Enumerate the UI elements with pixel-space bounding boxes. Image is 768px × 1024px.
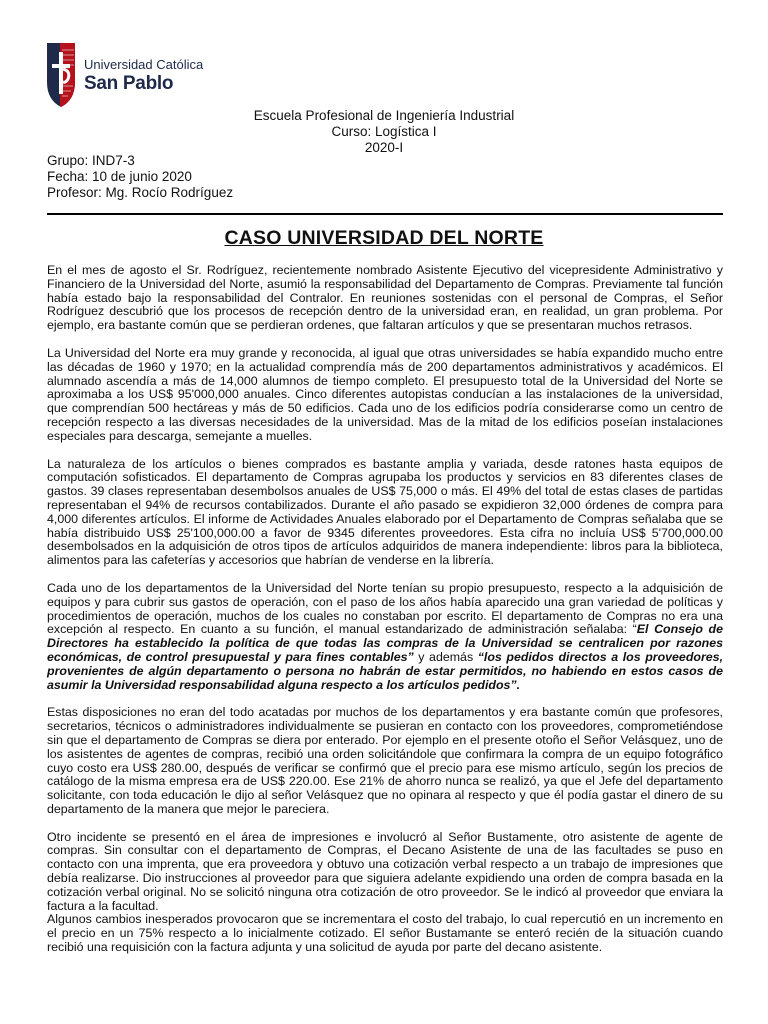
paragraph-4-intro: Cada uno de los departamentos de la Universidad del Norte tenían su propio presupuesto, respecto a la adquisición de equipos y para cubrir sus gastos de operación, con el paso de los años había aparecido una gran variedad de políticas y procedimientos de operación, muchos de los cuales no constaban por escrito. El departamento de Compras no era una excepción al respecto. En cuanto a su función, el manual estandarizado de administración señalaba: “ bbox=[47, 580, 723, 637]
logo-university-label: Universidad Católica bbox=[84, 56, 204, 72]
header-divider bbox=[47, 213, 723, 215]
group-line: Grupo: IND7-3 bbox=[47, 153, 135, 168]
course-name: Curso: Logística I bbox=[331, 124, 437, 139]
paragraph-2: La Universidad del Norte era muy grande y reconocida, al igual que otras universidades se había expandido mucho entre las décadas de 1960 y 1970; en la actualidad comprendía más de 200 departamentos administrativos y académicos. El alumnado ascendía a más de 14,000 alumnos de tiempo completo. El presupuesto total de la Universidad del Norte se aproximaba a los US$ 95'000,000 anuales. Cinco diferentes autopistas conducían a las instalaciones de la universidad, que comprendían 500 hectáreas y más de 50 edificios. Cada uno de los edificios podría considerarse como un centro de recepción respecto a las diversas necesidades de la universidad. Mas de la mitad de los edificios poseían instalaciones especiales para descarga, semejante a muelles. bbox=[47, 345, 723, 443]
paragraph-7: Algunos cambios inesperados provocaron que se incrementara el costo del trabajo, lo cual repercutió en un incremento en el precio en un 75% respecto a lo inicialmente cotizado. El señor Bustamante se enteró recién de la situación cuando recibió una requisición con la factura adjunta y una solicitud de ayuda por parte del decano asistente. bbox=[47, 912, 723, 955]
assignment-meta bbox=[47, 153, 233, 201]
document-title: CASO UNIVERSIDAD DEL NORTE bbox=[224, 227, 544, 249]
course-header bbox=[0, 108, 768, 156]
paragraph-3: La naturaleza de los artículos o bienes comprados es bastante amplia y variada, desde ratones hasta equipos de computación sofisticados. El departamento de Compras agrupaba los productos y servicios en 83 diferentes clases de gastos. 39 clases representaban desembolsos anuales de US$ 75,000 o más. El 49% del total de estas clases de partidas representaban el 94% de recursos contabilizados. Durante el año pasado se expidieron 32,000 órdenes de compra para 4,000 diferentes artículos. El informe de Actividades Anuales elaborado por el Departamento de Compras señalaba que se había distribuido US$ 25'100,000.00 a favor de 9345 diferentes proveedores. Esta cifra no incluía US$ 5'700,000.00 desembolsados en la adquisición de otros tipos de artículos adquiridos de manera independiente: libros para la biblioteca, alimentos para las cafeterías y accesorios que habrían de venderse en la librería. bbox=[47, 456, 723, 568]
policy-quote-1: El Consejo de Directores ha establecido la política de que todas las compras de la Universidad se centralicen por razones económicas, de control presupuestal y para fines contables” bbox=[47, 622, 723, 664]
paragraph-4 bbox=[47, 582, 723, 692]
university-logo bbox=[46, 42, 203, 108]
paragraph-5: Estas disposiciones no eran del todo acatadas por muchos de los departamentos y era bastante común que profesores, secretarios, técnicos o administradores individualmente se pusieran en contacto con los proveedores, comprometiéndose sin que el departamento de Compras se diera por enterado. Por ejemplo en el presente otoño el Señor Velásquez, uno de los asistentes de agentes de compras, recibió una orden solicitándole que confirmara la compra de un equipo fotográfico cuyo costo era US$ 280.00, después de verificar se confirmó que el precio para ese mismo artículo, según los precios de catálogo de la misma empresa era de US$ 220.00. Ese 21% de ahorro nunca se realizó, ya que el Jefe del departamento solicitante, con toda educación le dijo al señor Velásquez que no opinara al respecto y que él podía gastar el dinero de su departamento de la manera que mejor le pareciera. bbox=[47, 705, 723, 816]
case-body bbox=[47, 264, 723, 969]
date-line: Fecha: 10 de junio 2020 bbox=[47, 169, 192, 184]
term: 2020-I bbox=[364, 140, 404, 155]
paragraph-4-connector: y además bbox=[413, 649, 478, 664]
paragraph-1: En el mes de agosto el Sr. Rodríguez, recientemente nombrado Asistente Ejecutivo del vicepresidente Administrativo y Financiero de la Universidad del Norte, asumió la responsabilidad del Departamento de Compras. Previamente tal función había estado bajo la responsabilidad del Contralor. En reuniones sostenidas con el personal de Compras, el Señor Rodríguez descubrió que los procesos de recepción dentro de la universidad eran, en realidad, un gran problema. Por ejemplo, era bastante común que se perdieran ordenes, que faltaran artículos y que se presentaran muchos retrasos. bbox=[47, 263, 723, 333]
shield-cross-icon bbox=[46, 42, 76, 108]
paragraph-6: Otro incidente se presentó en el área de impresiones e involucró al Señor Bustamente, otro asistente de agente de compras. Sin consultar con el departamento de Compras, el Decano Asistente de una de las facultades se puso en contacto con una imprenta, que era proveedora y obtuvo una cotización verbal respecto a un trabajo de impresiones que debía realizarse. Dio instrucciones al proveedor para que siguiera adelante expidiendo una orden de compra basada en la cotización verbal original. No se solicitó ninguna otra cotización de otro proveedor. Se le indicó al proveedor que enviara la factura a la facultad. bbox=[47, 829, 723, 913]
professor-line: Profesor: Mg. Rocío Rodríguez bbox=[47, 185, 234, 200]
logo-campus-name: San Pablo bbox=[84, 72, 174, 94]
policy-quote-2: “los pedidos directos a los proveedores, provenientes de algún departamento o persona no habrán de estar permitidos, no habiendo en estos casos de asumir la Universidad responsabilidad alguna respecto a los artículos pedidos”. bbox=[47, 649, 724, 692]
school-name: Escuela Profesional de Ingeniería Industrial bbox=[253, 108, 515, 123]
